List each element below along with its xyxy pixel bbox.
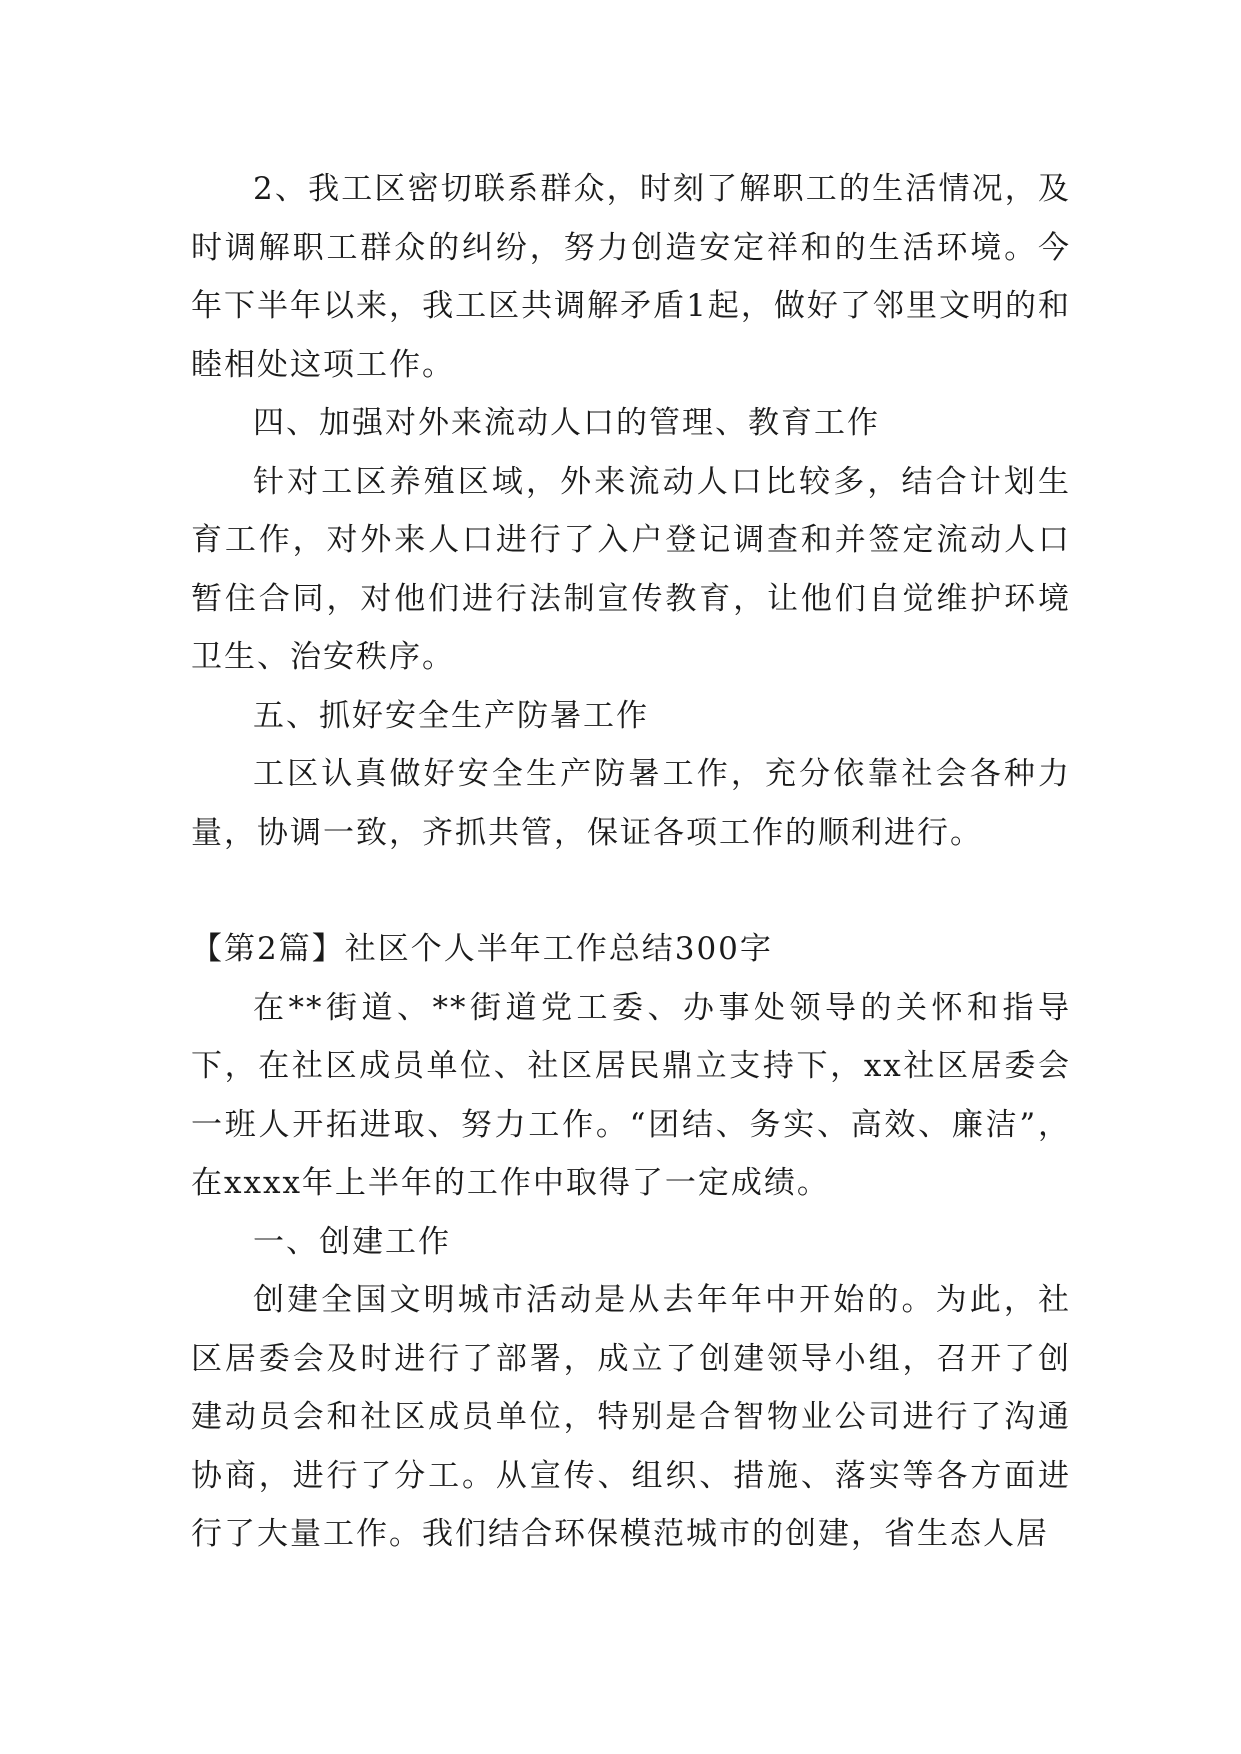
heading-creation-work: 一、创建工作 xyxy=(253,1223,451,1260)
paragraph-intro: 在**街道、**街道党工委、办事处领导的关怀和指导下，在社区成员单位、社区居民鼎立支持下，xx社区居委会一班人开拓进取、努力工作。“团结、务实、高效、廉洁”，在xxxx年上半年的工作中取得了一定成绩。 xyxy=(191,989,1071,1201)
paragraph-mediation: 2、我工区密切联系群众，时刻了解职工的生活情况，及时调解职工群众的纠纷，努力创造安定祥和的生活环境。今年下半年以来，我工区共调解矛盾1起，做好了邻里文明的和睦相处这项工作。 xyxy=(191,171,1071,383)
article-title: 【第2篇】社区个人半年工作总结300字 xyxy=(191,931,773,967)
document-body xyxy=(191,160,1071,1564)
heading-safety-production: 五、抓好安全生产防暑工作 xyxy=(253,697,649,734)
paragraph-creation-work: 创建全国文明城市活动是从去年年中开始的。为此，社区居委会及时进行了部署，成立了创建领导小组，召开了创建动员会和社区成员单位，特别是合智物业公司进行了沟通协商，进行了分工。从宣传、组织、措施、落实等各方面进行了大量工作。我们结合环保模范城市的创建，省生态人居 xyxy=(191,1282,1071,1552)
paragraph-migrant-management: 针对工区养殖区域，外来流动人口比较多，结合计划生育工作，对外来人口进行了入户登记调查和并签定流动人口暂住合同，对他们进行法制宣传教育，让他们自觉维护环境卫生、治安秩序。 xyxy=(191,463,1071,675)
section-gap xyxy=(191,862,1071,920)
paragraph-safety-production: 工区认真做好安全生产防暑工作，充分依靠社会各种力量，协调一致，齐抓共管，保证各项工作的顺利进行。 xyxy=(191,756,1071,851)
heading-migrant-management: 四、加强对外来流动人口的管理、教育工作 xyxy=(253,405,880,441)
